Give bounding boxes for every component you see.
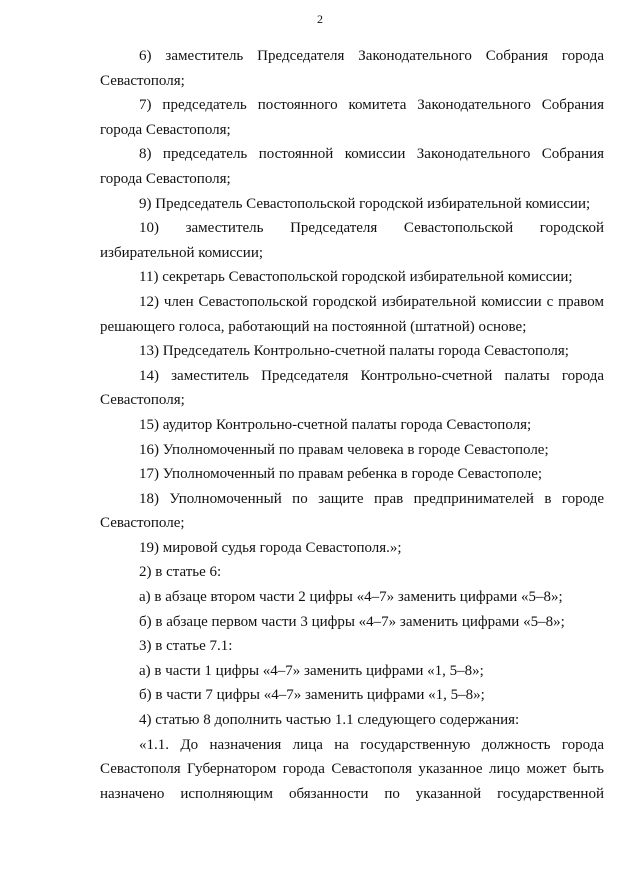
paragraph-18: 3) в статье 7.1:: [139, 638, 233, 655]
paragraph-13: 18) Уполномоченный по защите прав предпринимателей в городе Севастополе;: [100, 490, 604, 532]
paragraph-6: 11) секретарь Севастопольской городской избирательной комиссии;: [139, 269, 573, 286]
paragraph-3: 8) председатель постоянной комиссии Законодательного Собрания города Севастополя;: [100, 146, 604, 187]
page-number: 2: [317, 12, 323, 26]
paragraph-16: а) в абзаце втором части 2 цифры «4–7» заменить цифрами «5–8»;: [139, 589, 563, 606]
paragraph-22: «1.1. До назначения лица на государственную должность города Севастополя Губернатором города Севастополя указанное лицо может быть назначено исполняющим обязанности по указанной государственной: [100, 736, 604, 802]
paragraph-11: 16) Уполномоченный по правам человека в городе Севастополе;: [139, 441, 549, 458]
paragraph-10: 15) аудитор Контрольно-счетной палаты города Севастополя;: [139, 416, 532, 433]
paragraph-5: 10) заместитель Председателя Севастопольской городской избирательной комиссии;: [100, 220, 604, 261]
paragraph-8: 13) Председатель Контрольно-счетной палаты города Севастополя;: [139, 343, 569, 360]
paragraph-12: 17) Уполномоченный по правам ребенка в городе Севастополе;: [139, 466, 543, 483]
paragraph-19: а) в части 1 цифры «4–7» заменить цифрами «1, 5–8»;: [139, 662, 484, 679]
paragraph-14: 19) мировой судья города Севастополя.»;: [139, 539, 402, 556]
paragraph-17: б) в абзаце первом части 3 цифры «4–7» заменить цифрами «5–8»;: [139, 613, 565, 630]
paragraph-21: 4) статью 8 дополнить частью 1.1 следующего содержания:: [139, 712, 520, 729]
paragraph-1: 6) заместитель Председателя Законодательного Собрания города Севастополя;: [100, 48, 604, 89]
paragraph-15: 2) в статье 6:: [139, 564, 222, 581]
document-body: [100, 44, 604, 806]
paragraph-9: 14) заместитель Председателя Контрольно-счетной палаты города Севастополя;: [100, 367, 604, 409]
paragraph-20: б) в части 7 цифры «4–7» заменить цифрами «1, 5–8»;: [139, 687, 485, 704]
paragraph-7: 12) член Севастопольской городской избирательной комиссии с правом решающего голоса, работающий на постоянной (штатной) основе;: [100, 293, 604, 335]
paragraph-4: 9) Председатель Севастопольской городской избирательной комиссии;: [139, 195, 591, 212]
paragraph-2: 7) председатель постоянного комитета Законодательного Собрания города Севастополя;: [100, 97, 604, 138]
